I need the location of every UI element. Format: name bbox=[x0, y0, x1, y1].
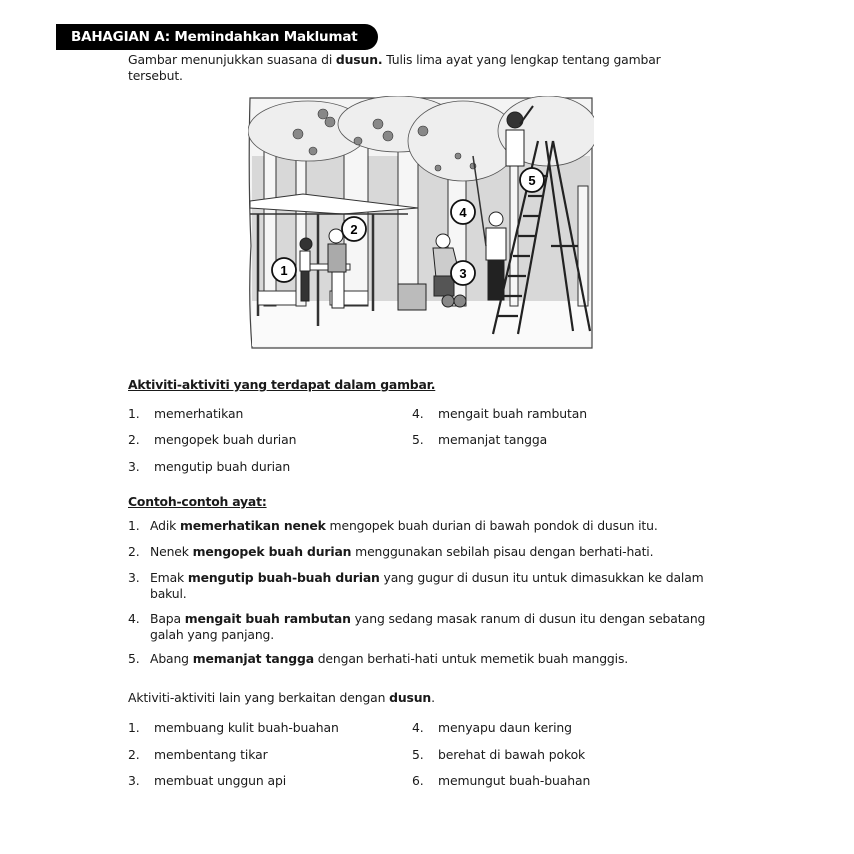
sentence-keyword: mengait buah rambutan bbox=[184, 611, 351, 626]
marker-1 bbox=[272, 258, 296, 282]
sentence-number: 3. bbox=[128, 570, 140, 585]
item-number: 4. bbox=[412, 720, 424, 735]
item-number: 3. bbox=[128, 459, 140, 474]
svg-text:1: 1 bbox=[280, 263, 288, 278]
sentence-keyword: memerhatikan nenek bbox=[179, 518, 326, 533]
sentence-end: mengopek buah durian di bawah pondok di dusun itu. bbox=[325, 518, 658, 533]
item-text: berehat di bawah pokok bbox=[438, 747, 586, 762]
item-text: menyapu daun kering bbox=[438, 720, 572, 735]
sentence-keyword: mengutip buah-buah durian bbox=[187, 570, 380, 585]
sentence-number: 2. bbox=[128, 544, 140, 559]
sentence-number: 4. bbox=[128, 611, 140, 626]
svg-text:4: 4 bbox=[459, 205, 467, 220]
item-text: membuang kulit buah-buahan bbox=[154, 720, 339, 735]
item-number: 3. bbox=[128, 773, 140, 788]
sentence-text bbox=[150, 570, 710, 602]
sentence-number: 1. bbox=[128, 518, 140, 533]
item-text: membuat unggun api bbox=[154, 773, 287, 788]
marker-3 bbox=[451, 261, 475, 285]
item-number: 5. bbox=[412, 747, 424, 762]
sentence-keyword: memanjat tangga bbox=[192, 651, 314, 666]
sentence-text bbox=[150, 518, 710, 534]
sentence-start: Emak bbox=[150, 570, 188, 585]
sentence-end: menggunakan sebilah pisau dengan berhati-hati. bbox=[351, 544, 654, 559]
other-activities-heading bbox=[128, 690, 435, 705]
marker-4 bbox=[451, 200, 475, 224]
item-number: 1. bbox=[128, 720, 140, 735]
marker-5 bbox=[520, 168, 544, 192]
intro-text-start: Gambar menunjukkan suasana di bbox=[128, 52, 336, 67]
item-text: memanjat tangga bbox=[438, 432, 548, 447]
sentence-start: Adik bbox=[150, 518, 180, 533]
item-number: 6. bbox=[412, 773, 424, 788]
sentence-text bbox=[150, 544, 710, 560]
sentence-start: Bapa bbox=[150, 611, 185, 626]
item-text: mengait buah rambutan bbox=[438, 406, 588, 421]
heading-text: Aktiviti-aktiviti lain yang berkaitan dengan bbox=[128, 690, 390, 705]
item-text: memerhatikan bbox=[154, 406, 244, 421]
sentence-number: 5. bbox=[128, 651, 140, 666]
item-text: mengutip buah durian bbox=[154, 459, 291, 474]
item-text: membentang tikar bbox=[154, 747, 268, 762]
intro-keyword: dusun. bbox=[335, 52, 383, 67]
heading-punctuation: . bbox=[431, 690, 435, 705]
svg-text:5: 5 bbox=[528, 173, 536, 188]
marker-2 bbox=[342, 217, 366, 241]
heading-keyword: dusun bbox=[389, 690, 432, 705]
sentence-end: dengan berhati-hati untuk memetik buah manggis. bbox=[313, 651, 629, 666]
sentence-end: yang sedang masak ranum di dusun itu dengan sebatang galah yang panjang. bbox=[150, 611, 706, 642]
item-text: memungut buah-buahan bbox=[438, 773, 591, 788]
section-banner bbox=[56, 24, 378, 50]
item-number: 2. bbox=[128, 747, 140, 762]
section-title: BAHAGIAN A: Memindahkan Maklumat bbox=[71, 29, 358, 45]
activities-heading: Aktiviti-aktiviti yang terdapat dalam gambar. bbox=[128, 377, 436, 392]
instruction-text bbox=[128, 52, 708, 84]
sentence-start: Nenek bbox=[150, 544, 193, 559]
item-number: 1. bbox=[128, 406, 140, 421]
svg-text:2: 2 bbox=[350, 222, 358, 237]
examples-heading: Contoh-contoh ayat: bbox=[128, 494, 267, 509]
sentence-end: yang gugur di dusun itu untuk dimasukkan ke dalam bakul. bbox=[150, 570, 704, 601]
sentence-text bbox=[150, 651, 710, 667]
sentence-text bbox=[150, 611, 710, 643]
sentence-start: Abang bbox=[150, 651, 193, 666]
item-text: mengopek buah durian bbox=[154, 432, 297, 447]
intro-text-end: Tulis lima ayat yang lengkap tentang gambar tersebut. bbox=[128, 52, 661, 83]
item-number: 4. bbox=[412, 406, 424, 421]
sentence-keyword: mengopek buah durian bbox=[192, 544, 352, 559]
item-number: 5. bbox=[412, 432, 424, 447]
item-number: 2. bbox=[128, 432, 140, 447]
orchard-illustration bbox=[248, 96, 594, 351]
svg-text:3: 3 bbox=[459, 266, 467, 281]
